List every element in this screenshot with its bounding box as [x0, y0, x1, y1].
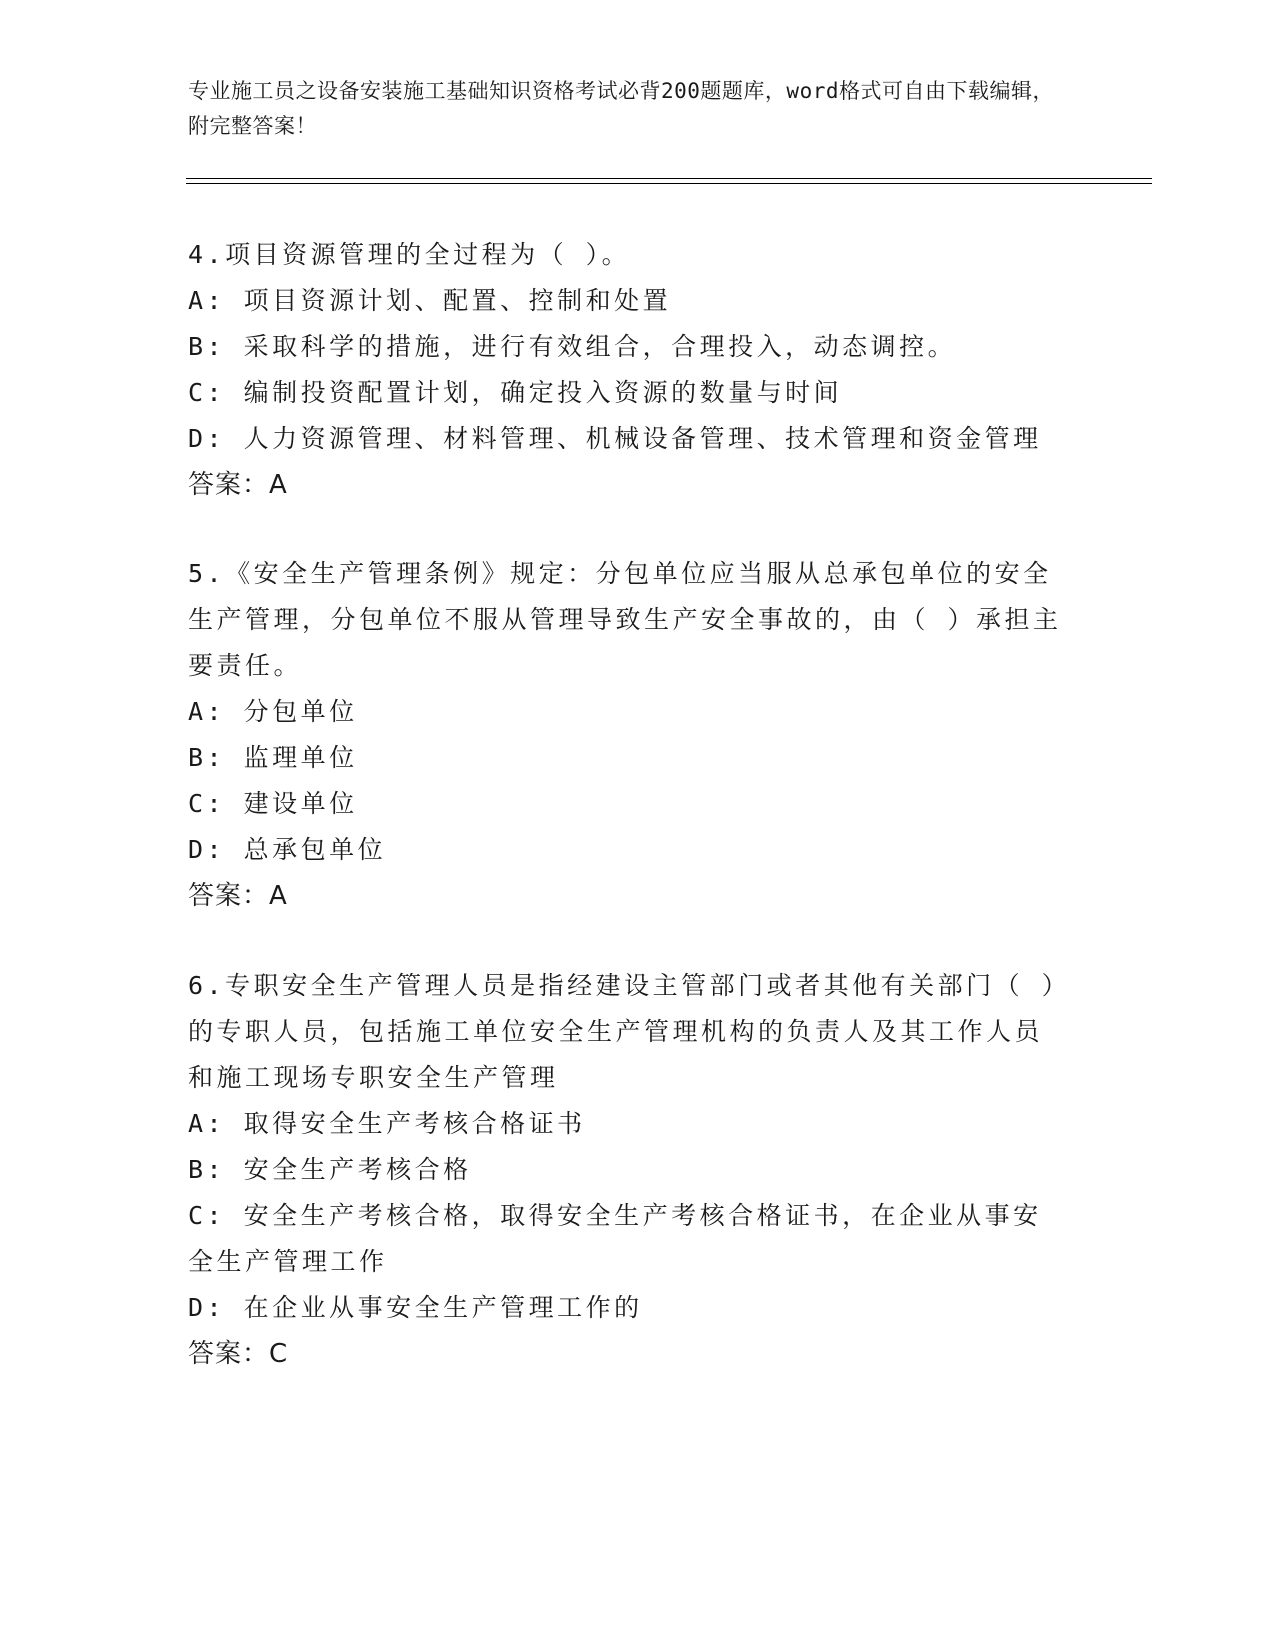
- option-a: A: 分包单位: [188, 697, 358, 726]
- question-stem: 4.项目资源管理的全过程为（ ）。: [188, 240, 631, 269]
- header-divider-top: [186, 178, 1152, 179]
- option-c: C: 编制投资配置计划，确定投入资源的数量与时间: [188, 378, 843, 407]
- option-a: A: 取得安全生产考核合格证书: [188, 1109, 586, 1138]
- option-d: D: 总承包单位: [188, 835, 387, 864]
- question-6: [188, 963, 1068, 1377]
- header-divider-bottom: [186, 183, 1152, 184]
- document-header: 专业施工员之设备安装施工基础知识资格考试必背200题题库，word格式可自由下载编辑，附完整答案！: [188, 79, 1054, 138]
- option-d: D: 在企业从事安全生产管理工作的: [188, 1293, 643, 1322]
- answer: 答案：C: [188, 1339, 289, 1369]
- question-stem: 6.专职安全生产管理人员是指经建设主管部门或者其他有关部门（ ）的专职人员，包括施工单位安全生产管理机构的负责人及其工作人员和施工现场专职安全生产管理: [188, 971, 1058, 1092]
- question-5: [188, 551, 1068, 919]
- option-b: B: 采取科学的措施，进行有效组合，合理投入，动态调控。: [188, 332, 957, 361]
- option-d: D: 人力资源管理、材料管理、机械设备管理、技术管理和资金管理: [188, 424, 1042, 453]
- option-c: C: 安全生产考核合格，取得安全生产考核合格证书，在企业从事安全生产管理工作: [188, 1201, 1042, 1276]
- option-b: B: 监理单位: [188, 743, 358, 772]
- question-4: [188, 232, 1068, 508]
- option-b: B: 安全生产考核合格: [188, 1155, 472, 1184]
- answer: 答案：A: [188, 881, 288, 911]
- question-stem: 5.《安全生产管理条例》规定：分包单位应当服从总承包单位的安全生产管理，分包单位不服从管理导致生产安全事故的，由（ ）承担主要责任。: [188, 559, 1062, 680]
- option-a: A: 项目资源计划、配置、控制和处置: [188, 286, 672, 315]
- option-c: C: 建设单位: [188, 789, 358, 818]
- answer: 答案：A: [188, 470, 288, 500]
